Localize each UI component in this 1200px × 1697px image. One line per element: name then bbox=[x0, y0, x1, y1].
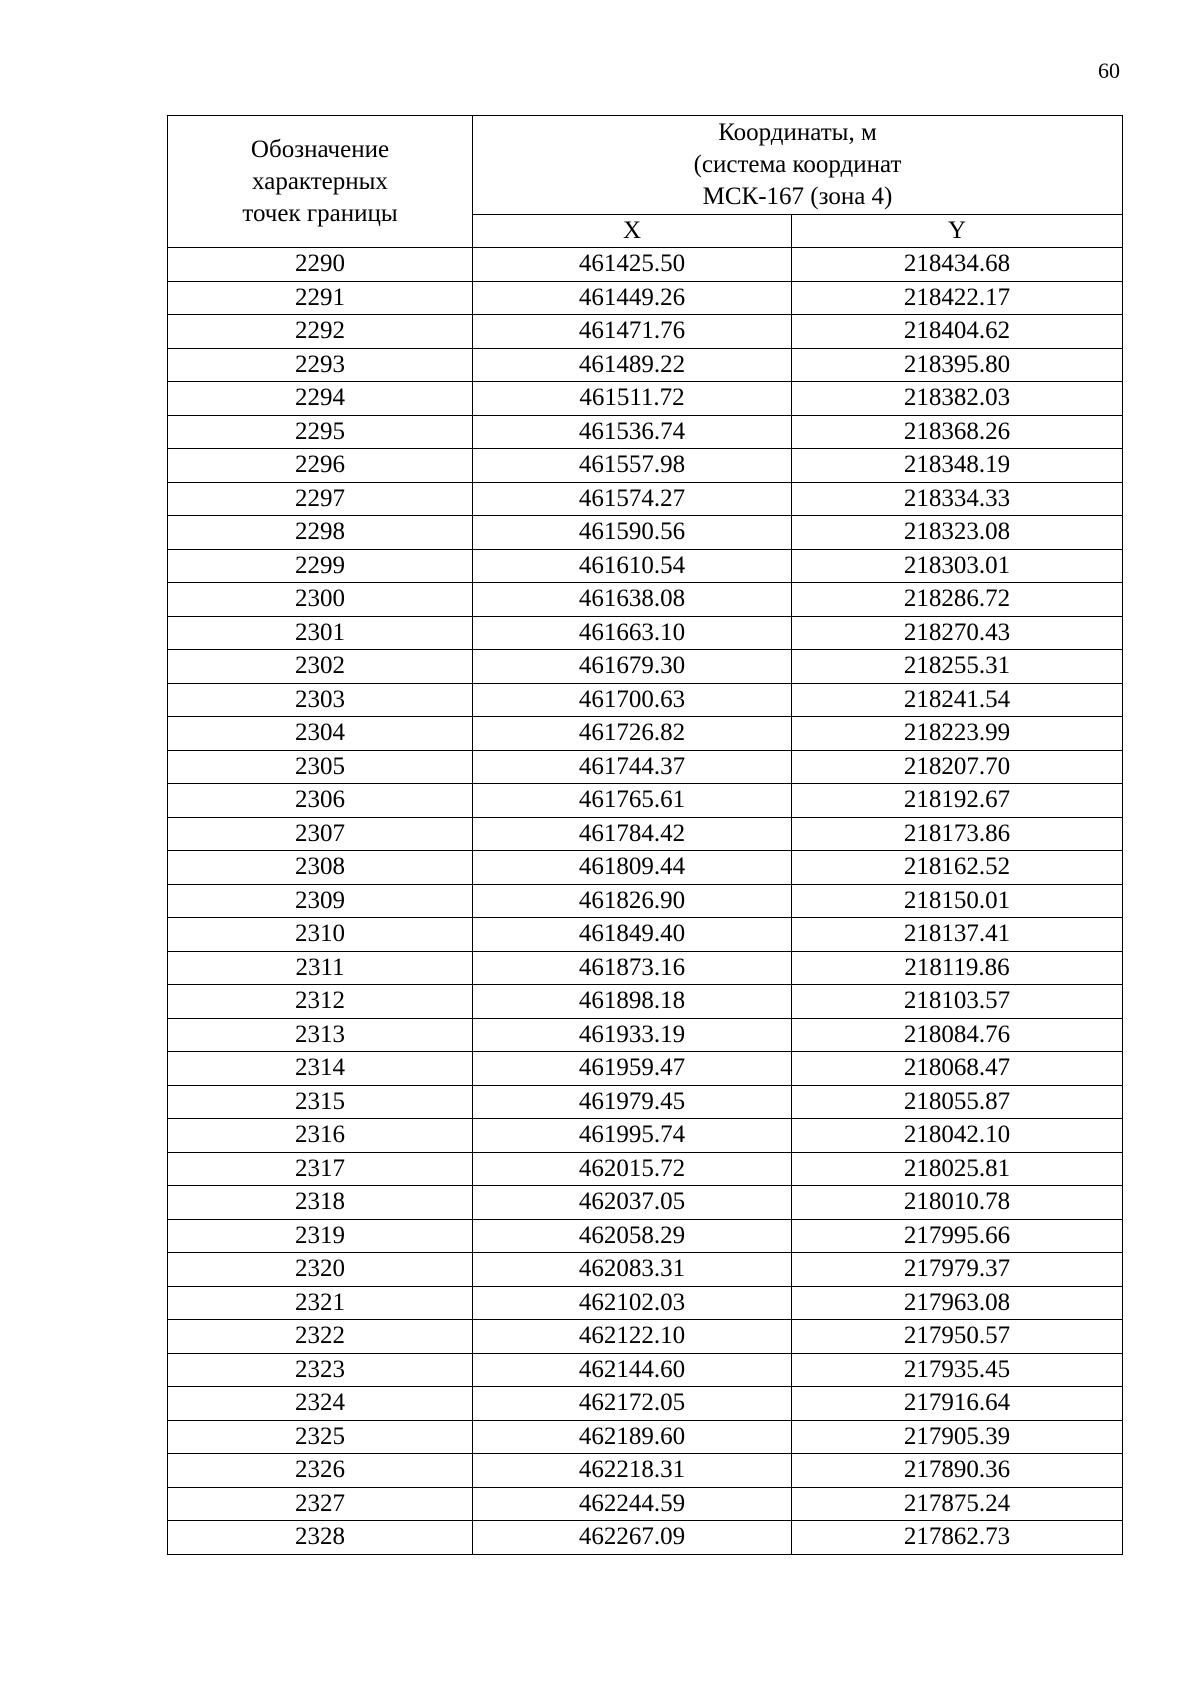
cell-point: 2307 bbox=[168, 817, 473, 851]
cell-point: 2313 bbox=[168, 1018, 473, 1052]
cell-point: 2324 bbox=[168, 1387, 473, 1421]
table-row bbox=[168, 315, 1123, 349]
cell-y: 218042.10 bbox=[792, 1119, 1123, 1153]
table-row bbox=[168, 248, 1123, 282]
cell-x: 462083.31 bbox=[473, 1253, 792, 1287]
cell-point: 2323 bbox=[168, 1353, 473, 1387]
cell-point: 2325 bbox=[168, 1420, 473, 1454]
cell-point: 2303 bbox=[168, 683, 473, 717]
cell-y: 218137.41 bbox=[792, 918, 1123, 952]
table-row bbox=[168, 1152, 1123, 1186]
cell-point: 2298 bbox=[168, 516, 473, 550]
table-row bbox=[168, 415, 1123, 449]
header-point-line: Обозначение bbox=[250, 135, 390, 163]
table-row bbox=[168, 784, 1123, 818]
cell-point: 2295 bbox=[168, 415, 473, 449]
table-row bbox=[168, 851, 1123, 885]
cell-y: 218010.78 bbox=[792, 1186, 1123, 1220]
cell-point: 2311 bbox=[168, 951, 473, 985]
table-row bbox=[168, 884, 1123, 918]
cell-x: 461995.74 bbox=[473, 1119, 792, 1153]
table-row bbox=[168, 549, 1123, 583]
cell-point: 2302 bbox=[168, 650, 473, 684]
cell-x: 461809.44 bbox=[473, 851, 792, 885]
cell-x: 461744.37 bbox=[473, 750, 792, 784]
header-point-line: точек границы bbox=[242, 199, 398, 227]
cell-x: 461557.98 bbox=[473, 449, 792, 483]
cell-point: 2290 bbox=[168, 248, 473, 282]
cell-y: 217935.45 bbox=[792, 1353, 1123, 1387]
page-number: 60 bbox=[1098, 58, 1120, 83]
cell-point: 2300 bbox=[168, 583, 473, 617]
cell-x: 462122.10 bbox=[473, 1320, 792, 1354]
table-row bbox=[168, 683, 1123, 717]
cell-x: 461933.19 bbox=[473, 1018, 792, 1052]
cell-point: 2304 bbox=[168, 717, 473, 751]
header-coords-line: (система координат bbox=[693, 151, 902, 178]
table-row bbox=[168, 1253, 1123, 1287]
cell-y: 217979.37 bbox=[792, 1253, 1123, 1287]
table-body bbox=[168, 248, 1123, 1555]
cell-x: 461489.22 bbox=[473, 348, 792, 382]
cell-x: 461610.54 bbox=[473, 549, 792, 583]
table-row bbox=[168, 650, 1123, 684]
cell-x: 462267.09 bbox=[473, 1521, 792, 1555]
cell-y: 218162.52 bbox=[792, 851, 1123, 885]
cell-x: 461511.72 bbox=[473, 382, 792, 416]
cell-y: 218241.54 bbox=[792, 683, 1123, 717]
cell-point: 2291 bbox=[168, 281, 473, 315]
header-coordinates-group bbox=[473, 116, 1123, 215]
header-y: Y bbox=[792, 215, 1123, 248]
table-row bbox=[168, 918, 1123, 952]
cell-point: 2320 bbox=[168, 1253, 473, 1287]
table-row bbox=[168, 1521, 1123, 1555]
cell-point: 2296 bbox=[168, 449, 473, 483]
cell-x: 461849.40 bbox=[473, 918, 792, 952]
cell-y: 218119.86 bbox=[792, 951, 1123, 985]
cell-y: 218207.70 bbox=[792, 750, 1123, 784]
cell-y: 218025.81 bbox=[792, 1152, 1123, 1186]
table-row bbox=[168, 583, 1123, 617]
cell-x: 462015.72 bbox=[473, 1152, 792, 1186]
table-row bbox=[168, 1286, 1123, 1320]
cell-point: 2299 bbox=[168, 549, 473, 583]
header-coords-line: МСК-167 (зона 4) bbox=[702, 183, 893, 210]
cell-point: 2327 bbox=[168, 1487, 473, 1521]
table-row bbox=[168, 1320, 1123, 1354]
cell-y: 218334.33 bbox=[792, 482, 1123, 516]
cell-y: 217963.08 bbox=[792, 1286, 1123, 1320]
cell-x: 461638.08 bbox=[473, 583, 792, 617]
cell-y: 217890.36 bbox=[792, 1454, 1123, 1488]
cell-x: 461873.16 bbox=[473, 951, 792, 985]
cell-y: 217995.66 bbox=[792, 1219, 1123, 1253]
coordinates-table bbox=[167, 115, 1123, 1555]
cell-y: 218055.87 bbox=[792, 1085, 1123, 1119]
cell-x: 462037.05 bbox=[473, 1186, 792, 1220]
cell-y: 218382.03 bbox=[792, 382, 1123, 416]
header-x: X bbox=[473, 215, 792, 248]
cell-x: 461979.45 bbox=[473, 1085, 792, 1119]
cell-x: 462244.59 bbox=[473, 1487, 792, 1521]
cell-x: 461765.61 bbox=[473, 784, 792, 818]
table-row bbox=[168, 1186, 1123, 1220]
cell-x: 461784.42 bbox=[473, 817, 792, 851]
cell-point: 2319 bbox=[168, 1219, 473, 1253]
cell-x: 461700.63 bbox=[473, 683, 792, 717]
cell-point: 2306 bbox=[168, 784, 473, 818]
cell-point: 2292 bbox=[168, 315, 473, 349]
table-row bbox=[168, 482, 1123, 516]
table-row bbox=[168, 616, 1123, 650]
table-row bbox=[168, 449, 1123, 483]
cell-x: 461574.27 bbox=[473, 482, 792, 516]
cell-y: 218192.67 bbox=[792, 784, 1123, 818]
cell-x: 461679.30 bbox=[473, 650, 792, 684]
cell-point: 2297 bbox=[168, 482, 473, 516]
table-row bbox=[168, 717, 1123, 751]
cell-y: 218348.19 bbox=[792, 449, 1123, 483]
cell-y: 218422.17 bbox=[792, 281, 1123, 315]
cell-point: 2294 bbox=[168, 382, 473, 416]
cell-point: 2316 bbox=[168, 1119, 473, 1153]
table-row bbox=[168, 1487, 1123, 1521]
cell-point: 2301 bbox=[168, 616, 473, 650]
table-row bbox=[168, 1119, 1123, 1153]
table-row bbox=[168, 1353, 1123, 1387]
cell-y: 218223.99 bbox=[792, 717, 1123, 751]
cell-y: 218395.80 bbox=[792, 348, 1123, 382]
cell-x: 462102.03 bbox=[473, 1286, 792, 1320]
table-row bbox=[168, 516, 1123, 550]
table-row bbox=[168, 985, 1123, 1019]
cell-y: 217905.39 bbox=[792, 1420, 1123, 1454]
cell-point: 2308 bbox=[168, 851, 473, 885]
cell-x: 461959.47 bbox=[473, 1052, 792, 1086]
table-row bbox=[168, 348, 1123, 382]
cell-point: 2328 bbox=[168, 1521, 473, 1555]
cell-y: 218103.57 bbox=[792, 985, 1123, 1019]
cell-x: 461663.10 bbox=[473, 616, 792, 650]
table-row bbox=[168, 1219, 1123, 1253]
cell-point: 2305 bbox=[168, 750, 473, 784]
table-row bbox=[168, 1018, 1123, 1052]
header-point-line: характерных bbox=[252, 167, 388, 195]
cell-point: 2322 bbox=[168, 1320, 473, 1354]
cell-point: 2293 bbox=[168, 348, 473, 382]
cell-x: 462189.60 bbox=[473, 1420, 792, 1454]
cell-x: 462172.05 bbox=[473, 1387, 792, 1421]
table-row bbox=[168, 281, 1123, 315]
cell-point: 2309 bbox=[168, 884, 473, 918]
cell-y: 218150.01 bbox=[792, 884, 1123, 918]
cell-y: 218084.76 bbox=[792, 1018, 1123, 1052]
cell-x: 461449.26 bbox=[473, 281, 792, 315]
table-header bbox=[168, 116, 1123, 248]
cell-x: 461425.50 bbox=[473, 248, 792, 282]
cell-x: 461898.18 bbox=[473, 985, 792, 1019]
cell-x: 462218.31 bbox=[473, 1454, 792, 1488]
header-coords-line: Координаты, м bbox=[718, 119, 877, 146]
cell-point: 2321 bbox=[168, 1286, 473, 1320]
cell-y: 218368.26 bbox=[792, 415, 1123, 449]
cell-point: 2312 bbox=[168, 985, 473, 1019]
table-row bbox=[168, 1387, 1123, 1421]
cell-y: 218323.08 bbox=[792, 516, 1123, 550]
cell-y: 218434.68 bbox=[792, 248, 1123, 282]
cell-y: 218286.72 bbox=[792, 583, 1123, 617]
cell-point: 2314 bbox=[168, 1052, 473, 1086]
cell-x: 461536.74 bbox=[473, 415, 792, 449]
cell-x: 462058.29 bbox=[473, 1219, 792, 1253]
cell-y: 218173.86 bbox=[792, 817, 1123, 851]
table-row bbox=[168, 1420, 1123, 1454]
cell-y: 218303.01 bbox=[792, 549, 1123, 583]
cell-x: 461590.56 bbox=[473, 516, 792, 550]
cell-y: 217862.73 bbox=[792, 1521, 1123, 1555]
table-row bbox=[168, 382, 1123, 416]
cell-x: 461826.90 bbox=[473, 884, 792, 918]
table-row bbox=[168, 817, 1123, 851]
table-row bbox=[168, 1454, 1123, 1488]
cell-y: 217950.57 bbox=[792, 1320, 1123, 1354]
cell-x: 461726.82 bbox=[473, 717, 792, 751]
cell-point: 2317 bbox=[168, 1152, 473, 1186]
cell-y: 218255.31 bbox=[792, 650, 1123, 684]
cell-y: 217875.24 bbox=[792, 1487, 1123, 1521]
header-point-designation bbox=[168, 116, 473, 248]
cell-point: 2326 bbox=[168, 1454, 473, 1488]
table-row bbox=[168, 1052, 1123, 1086]
cell-x: 461471.76 bbox=[473, 315, 792, 349]
cell-point: 2318 bbox=[168, 1186, 473, 1220]
cell-y: 217916.64 bbox=[792, 1387, 1123, 1421]
table-row bbox=[168, 750, 1123, 784]
cell-x: 462144.60 bbox=[473, 1353, 792, 1387]
cell-point: 2315 bbox=[168, 1085, 473, 1119]
cell-y: 218404.62 bbox=[792, 315, 1123, 349]
table-row bbox=[168, 951, 1123, 985]
cell-y: 218068.47 bbox=[792, 1052, 1123, 1086]
cell-point: 2310 bbox=[168, 918, 473, 952]
table-row bbox=[168, 1085, 1123, 1119]
cell-y: 218270.43 bbox=[792, 616, 1123, 650]
